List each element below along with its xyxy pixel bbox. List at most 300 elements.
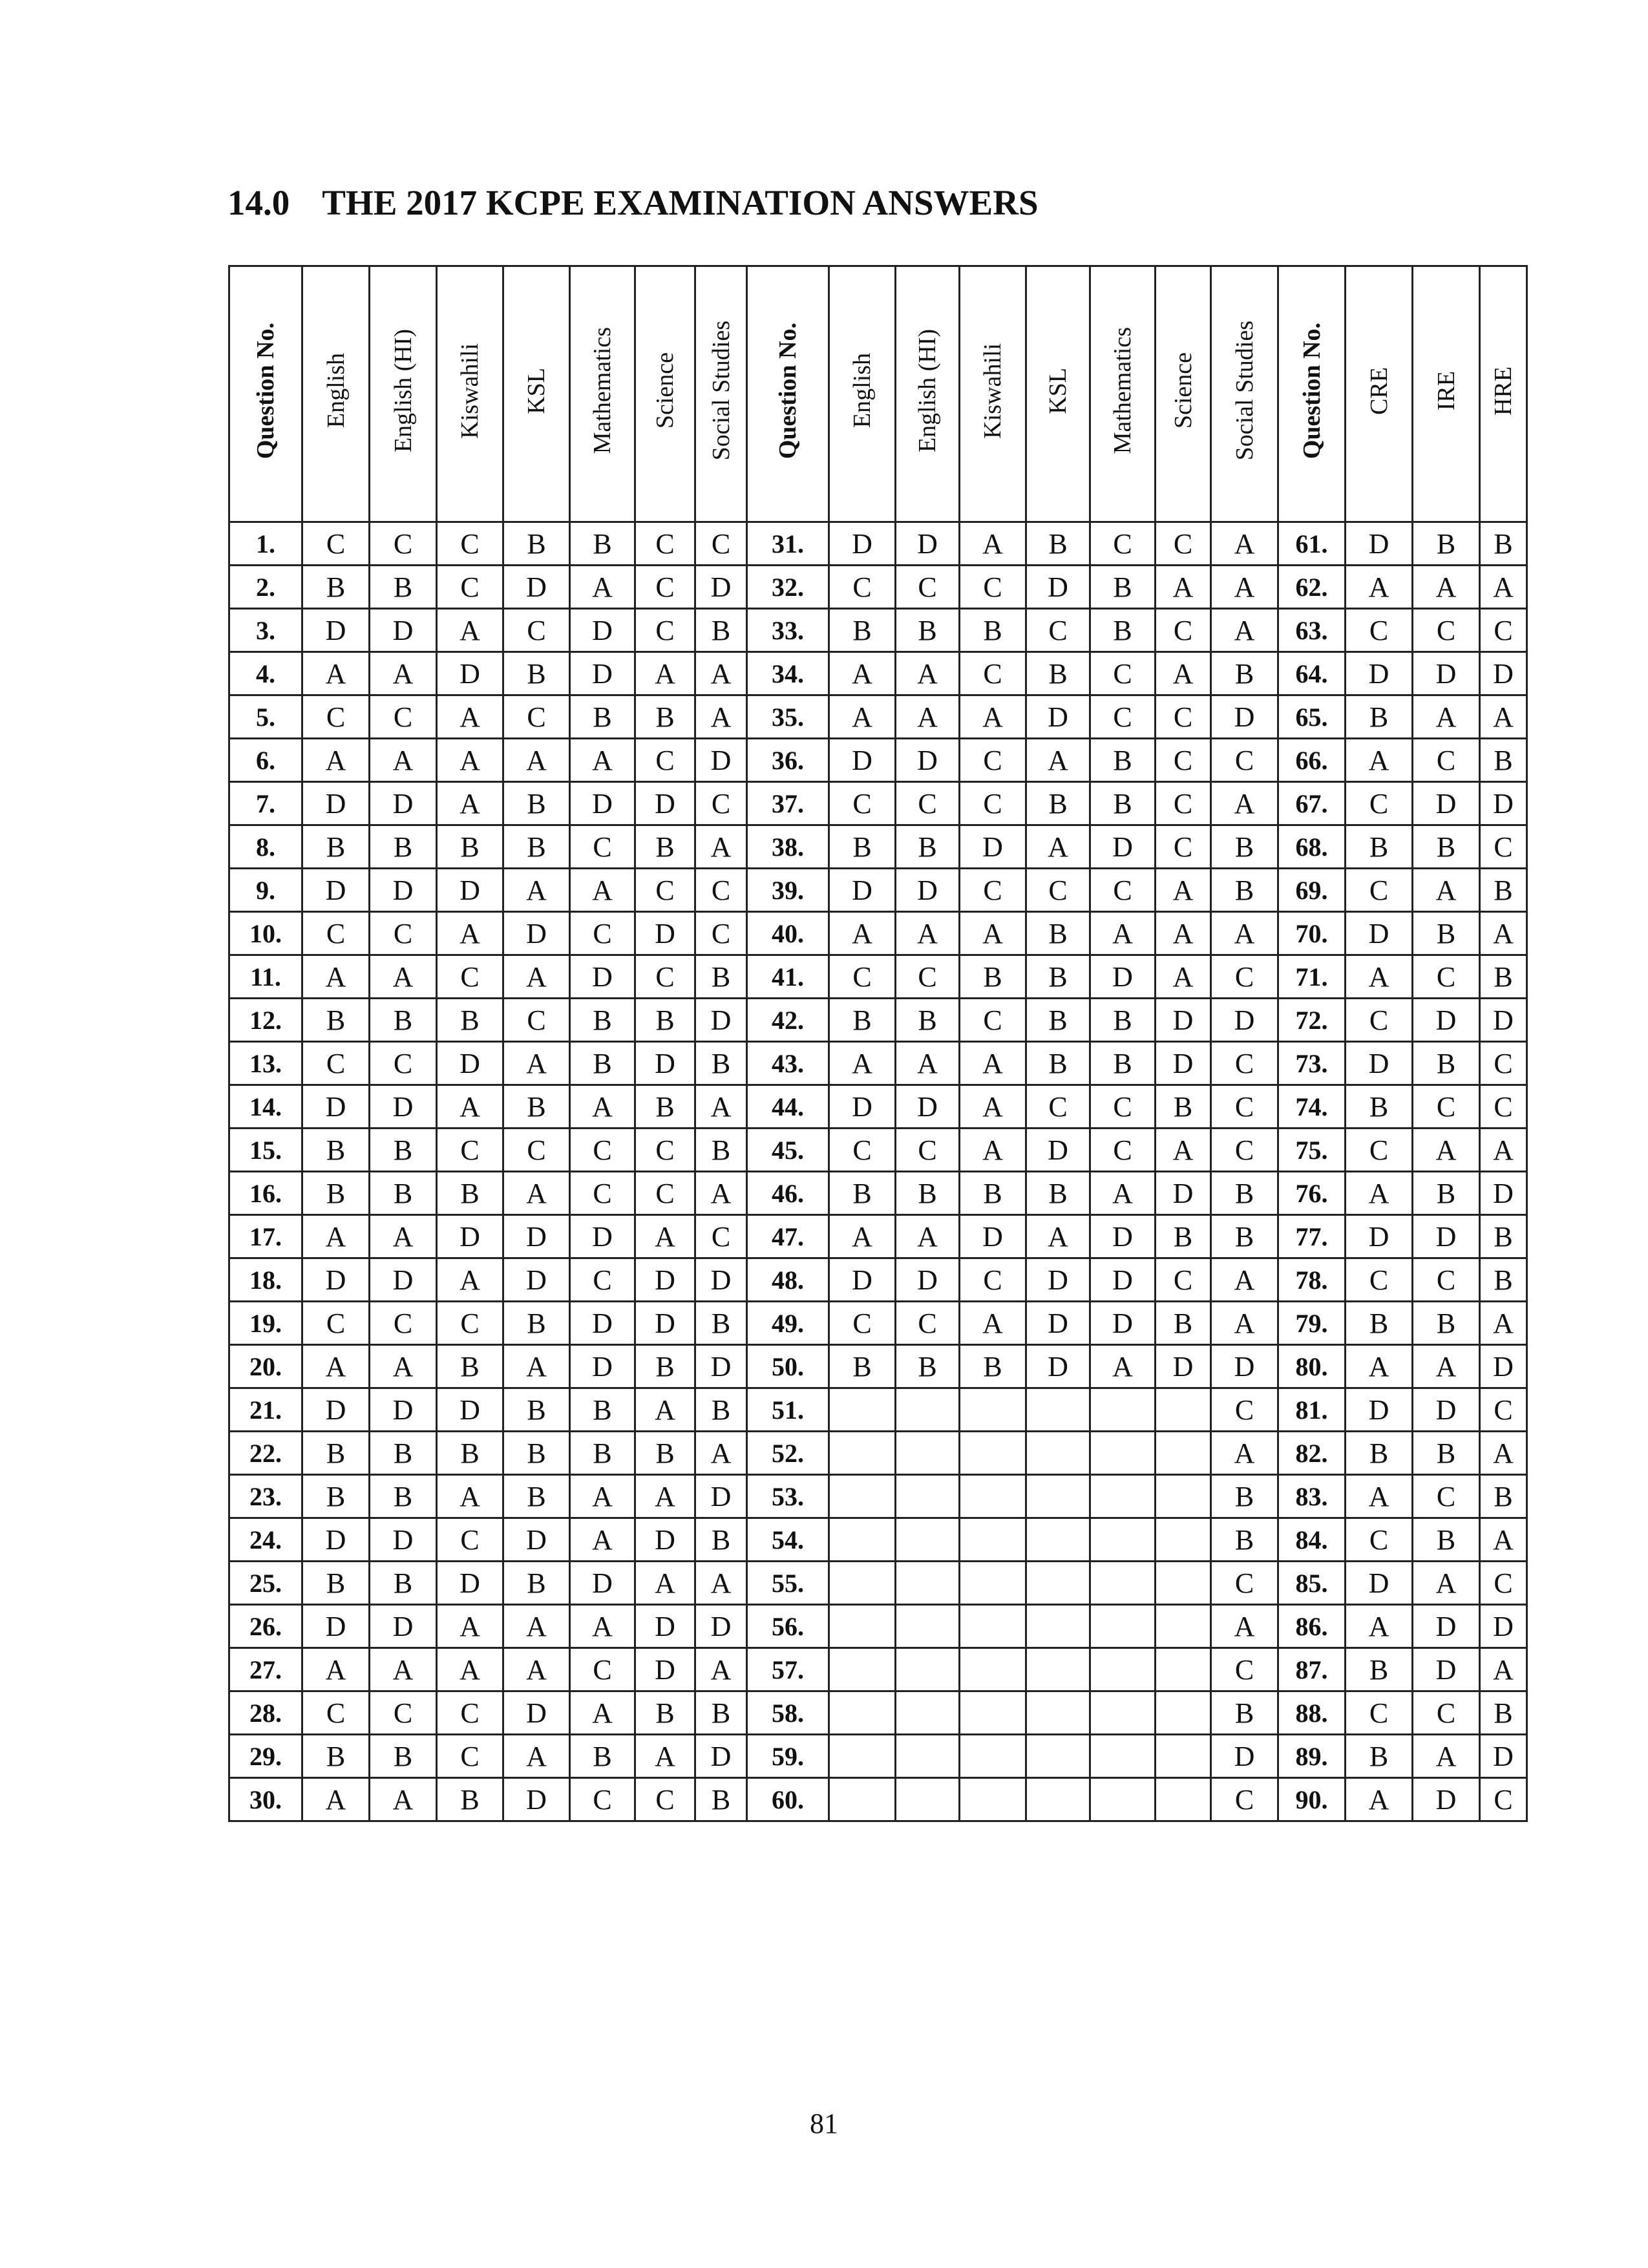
answer-cell: A bbox=[437, 1648, 503, 1691]
answer-cell: B bbox=[1480, 739, 1527, 782]
answer-cell: B bbox=[1090, 739, 1156, 782]
answer-cell bbox=[1090, 1475, 1156, 1518]
answer-cell: B bbox=[829, 999, 896, 1042]
answer-cell: B bbox=[635, 695, 695, 739]
answer-cell: A bbox=[1156, 566, 1211, 609]
answer-cell: D bbox=[695, 999, 747, 1042]
answer-cell bbox=[829, 1388, 896, 1432]
table-row bbox=[229, 566, 1527, 609]
answer-cell: A bbox=[370, 739, 437, 782]
answer-cell: B bbox=[695, 1518, 747, 1562]
answer-cell: A bbox=[1346, 955, 1413, 999]
answer-cell: C bbox=[1480, 825, 1527, 869]
question-number: 70. bbox=[1278, 912, 1346, 955]
answer-cell: C bbox=[302, 1042, 370, 1085]
table-row bbox=[229, 1042, 1527, 1085]
answer-cell bbox=[1090, 1778, 1156, 1821]
answer-cell: B bbox=[370, 566, 437, 609]
answer-cell: A bbox=[635, 1388, 695, 1432]
question-number: 83. bbox=[1278, 1475, 1346, 1518]
answer-cell: C bbox=[695, 522, 747, 566]
question-number: 14. bbox=[229, 1085, 302, 1129]
answer-cell: B bbox=[302, 1432, 370, 1475]
answer-cell: B bbox=[1346, 1735, 1413, 1778]
answer-cell: D bbox=[1211, 999, 1278, 1042]
answer-cell: D bbox=[695, 1475, 747, 1518]
answer-cell bbox=[1026, 1432, 1090, 1475]
question-number: 59. bbox=[747, 1735, 829, 1778]
answer-cell: C bbox=[437, 1518, 503, 1562]
answer-cell: B bbox=[1413, 1042, 1480, 1085]
answer-cell: D bbox=[570, 652, 635, 695]
answer-cell: D bbox=[570, 1215, 635, 1258]
answer-cell: D bbox=[896, 522, 960, 566]
answer-cell: B bbox=[503, 1302, 570, 1345]
table-row bbox=[229, 695, 1527, 739]
answer-cell: D bbox=[1413, 1388, 1480, 1432]
question-number: 77. bbox=[1278, 1215, 1346, 1258]
answer-cell: A bbox=[1413, 695, 1480, 739]
header-label: English (HI) bbox=[914, 328, 941, 453]
answer-cell: D bbox=[635, 912, 695, 955]
answer-cell: B bbox=[695, 1042, 747, 1085]
answer-cell: A bbox=[503, 1172, 570, 1215]
answer-cell: A bbox=[960, 522, 1026, 566]
answer-cell bbox=[1156, 1518, 1211, 1562]
answer-cell bbox=[1090, 1432, 1156, 1475]
question-number: 75. bbox=[1278, 1129, 1346, 1172]
answer-cell bbox=[960, 1432, 1026, 1475]
table-row bbox=[229, 955, 1527, 999]
answer-cell: C bbox=[1413, 1258, 1480, 1302]
subject-header bbox=[896, 266, 960, 522]
answer-cell: A bbox=[1090, 912, 1156, 955]
answer-cell: B bbox=[503, 1388, 570, 1432]
subject-header bbox=[302, 266, 370, 522]
answer-cell: C bbox=[437, 566, 503, 609]
question-number: 85. bbox=[1278, 1562, 1346, 1605]
header-label: HRE bbox=[1490, 366, 1517, 416]
answer-cell: D bbox=[829, 1258, 896, 1302]
answer-cell: A bbox=[503, 739, 570, 782]
question-number: 29. bbox=[229, 1735, 302, 1778]
answer-cell: B bbox=[570, 522, 635, 566]
answer-cell: C bbox=[635, 1778, 695, 1821]
answer-cell: D bbox=[1026, 695, 1090, 739]
answer-cell: C bbox=[1156, 739, 1211, 782]
question-number: 27. bbox=[229, 1648, 302, 1691]
table-row bbox=[229, 1648, 1527, 1691]
question-number: 47. bbox=[747, 1215, 829, 1258]
question-number: 32. bbox=[747, 566, 829, 609]
answer-cell: A bbox=[1480, 912, 1527, 955]
question-number: 16. bbox=[229, 1172, 302, 1215]
header-label: CRE bbox=[1365, 366, 1393, 415]
answer-cell: D bbox=[829, 739, 896, 782]
answer-cell: C bbox=[1211, 1648, 1278, 1691]
answer-cell: C bbox=[829, 955, 896, 999]
answer-cell: B bbox=[302, 1735, 370, 1778]
answer-cell: D bbox=[695, 1258, 747, 1302]
question-number: 82. bbox=[1278, 1432, 1346, 1475]
answer-cell: B bbox=[635, 1691, 695, 1735]
table-row bbox=[229, 1778, 1527, 1821]
answer-cell bbox=[896, 1691, 960, 1735]
table-row bbox=[229, 1691, 1527, 1735]
answer-cell: A bbox=[437, 912, 503, 955]
answer-cell: A bbox=[1211, 566, 1278, 609]
answer-cell: C bbox=[1090, 869, 1156, 912]
question-number: 69. bbox=[1278, 869, 1346, 912]
answer-cell: A bbox=[1156, 912, 1211, 955]
header-label: Science bbox=[1169, 352, 1197, 429]
page-title bbox=[227, 182, 1039, 223]
question-number: 64. bbox=[1278, 652, 1346, 695]
answer-cell: D bbox=[570, 1345, 635, 1388]
answer-cell: A bbox=[695, 1085, 747, 1129]
answer-cell: B bbox=[695, 1778, 747, 1821]
subject-header bbox=[1156, 266, 1211, 522]
question-number: 37. bbox=[747, 782, 829, 825]
answer-cell: A bbox=[1211, 1605, 1278, 1648]
table-row bbox=[229, 1562, 1527, 1605]
answer-cell: B bbox=[1413, 912, 1480, 955]
answer-cell: B bbox=[503, 652, 570, 695]
answer-cell: B bbox=[570, 1735, 635, 1778]
answer-cell: C bbox=[635, 609, 695, 652]
answer-cell: D bbox=[503, 566, 570, 609]
answer-cell: D bbox=[896, 739, 960, 782]
answer-cell: B bbox=[1090, 609, 1156, 652]
answer-cell: B bbox=[1156, 1302, 1211, 1345]
answer-cell: B bbox=[896, 999, 960, 1042]
answer-cell: A bbox=[1026, 825, 1090, 869]
answer-cell: C bbox=[1346, 999, 1413, 1042]
answer-cell: B bbox=[896, 825, 960, 869]
answer-cell: C bbox=[570, 1258, 635, 1302]
answer-cell: D bbox=[1090, 1215, 1156, 1258]
answer-cell: D bbox=[695, 1735, 747, 1778]
answer-cell: B bbox=[302, 825, 370, 869]
answer-cell: C bbox=[1413, 609, 1480, 652]
answer-cell bbox=[960, 1648, 1026, 1691]
answer-cell: D bbox=[1480, 1172, 1527, 1215]
answer-cell: D bbox=[1090, 1302, 1156, 1345]
answer-cell bbox=[829, 1691, 896, 1735]
answer-cell: A bbox=[1480, 1432, 1527, 1475]
table-row bbox=[229, 1345, 1527, 1388]
question-number: 28. bbox=[229, 1691, 302, 1735]
answer-cell: D bbox=[503, 1258, 570, 1302]
answer-cell: C bbox=[1413, 1475, 1480, 1518]
question-number: 49. bbox=[747, 1302, 829, 1345]
answer-cell: A bbox=[1026, 1215, 1090, 1258]
answer-cell bbox=[829, 1735, 896, 1778]
answer-cell: B bbox=[1211, 1172, 1278, 1215]
answer-cell: C bbox=[1413, 955, 1480, 999]
answer-cell: A bbox=[635, 1562, 695, 1605]
answer-cell: D bbox=[1090, 955, 1156, 999]
table-row bbox=[229, 522, 1527, 566]
answer-cell: B bbox=[1346, 1302, 1413, 1345]
answer-cell: A bbox=[695, 1172, 747, 1215]
answer-cell: A bbox=[570, 1605, 635, 1648]
answer-cell: C bbox=[1026, 609, 1090, 652]
answer-cell: A bbox=[635, 1475, 695, 1518]
question-number: 80. bbox=[1278, 1345, 1346, 1388]
answer-cell: A bbox=[1413, 566, 1480, 609]
answer-cell: A bbox=[695, 1432, 747, 1475]
answer-cell: D bbox=[829, 1085, 896, 1129]
answer-cell: C bbox=[960, 1258, 1026, 1302]
answer-cell: A bbox=[570, 1475, 635, 1518]
answer-cell: D bbox=[1211, 695, 1278, 739]
question-number: 63. bbox=[1278, 609, 1346, 652]
answer-cell: C bbox=[1211, 739, 1278, 782]
question-number: 78. bbox=[1278, 1258, 1346, 1302]
table-row bbox=[229, 1605, 1527, 1648]
subject-header bbox=[1413, 266, 1480, 522]
answer-cell: A bbox=[570, 739, 635, 782]
question-number: 79. bbox=[1278, 1302, 1346, 1345]
question-number: 25. bbox=[229, 1562, 302, 1605]
answer-cell: D bbox=[503, 1215, 570, 1258]
answer-cell: C bbox=[635, 566, 695, 609]
header-row bbox=[229, 266, 1527, 522]
answer-cell: B bbox=[1480, 869, 1527, 912]
header-label: Question No. bbox=[1298, 322, 1326, 460]
answer-cell: A bbox=[302, 1345, 370, 1388]
answer-cell: A bbox=[960, 695, 1026, 739]
answer-cell: B bbox=[695, 609, 747, 652]
answer-cell bbox=[896, 1735, 960, 1778]
question-number: 55. bbox=[747, 1562, 829, 1605]
answer-cell: B bbox=[1026, 999, 1090, 1042]
answer-cell: B bbox=[1090, 782, 1156, 825]
answer-cell: A bbox=[370, 955, 437, 999]
question-number: 50. bbox=[747, 1345, 829, 1388]
question-number: 3. bbox=[229, 609, 302, 652]
answer-cell: A bbox=[1413, 1345, 1480, 1388]
subject-header bbox=[635, 266, 695, 522]
subject-header bbox=[370, 266, 437, 522]
answer-cell: D bbox=[896, 1258, 960, 1302]
answer-cell: B bbox=[960, 1172, 1026, 1215]
answer-cell: A bbox=[437, 1085, 503, 1129]
answer-cell: A bbox=[370, 652, 437, 695]
answer-cell bbox=[829, 1778, 896, 1821]
answer-cell: C bbox=[1480, 1562, 1527, 1605]
answer-cell: A bbox=[1211, 1432, 1278, 1475]
question-number: 68. bbox=[1278, 825, 1346, 869]
answer-cell: B bbox=[503, 825, 570, 869]
answer-cell: B bbox=[370, 1735, 437, 1778]
header-label: English bbox=[322, 353, 350, 429]
answer-cell: C bbox=[960, 652, 1026, 695]
header-label: Science bbox=[651, 352, 679, 429]
question-number: 12. bbox=[229, 999, 302, 1042]
answer-cell bbox=[1090, 1518, 1156, 1562]
answer-cell: D bbox=[370, 782, 437, 825]
subject-header bbox=[1346, 266, 1413, 522]
answer-cell: A bbox=[960, 912, 1026, 955]
answer-cell: B bbox=[1413, 825, 1480, 869]
answer-cell: D bbox=[1346, 1562, 1413, 1605]
answer-cell: D bbox=[370, 1518, 437, 1562]
answer-cell: C bbox=[960, 566, 1026, 609]
question-number: 57. bbox=[747, 1648, 829, 1691]
answer-cell: D bbox=[896, 869, 960, 912]
answer-cell: B bbox=[1026, 1172, 1090, 1215]
answer-cell: A bbox=[695, 652, 747, 695]
question-number: 72. bbox=[1278, 999, 1346, 1042]
answer-cell: C bbox=[1156, 782, 1211, 825]
answer-cell: C bbox=[829, 1302, 896, 1345]
answer-cell: D bbox=[570, 955, 635, 999]
answer-cell: C bbox=[437, 1129, 503, 1172]
table-row bbox=[229, 825, 1527, 869]
answer-cell: D bbox=[635, 1648, 695, 1691]
answer-cell: C bbox=[302, 522, 370, 566]
answer-cell: B bbox=[570, 1432, 635, 1475]
answer-cell: C bbox=[960, 869, 1026, 912]
question-number: 21. bbox=[229, 1388, 302, 1432]
answer-cell: D bbox=[302, 1518, 370, 1562]
answer-cell: B bbox=[1413, 522, 1480, 566]
answer-cell: B bbox=[570, 695, 635, 739]
question-number: 8. bbox=[229, 825, 302, 869]
answer-cell: B bbox=[437, 1778, 503, 1821]
question-number: 73. bbox=[1278, 1042, 1346, 1085]
answer-cell: D bbox=[1480, 1345, 1527, 1388]
answer-cell: A bbox=[695, 825, 747, 869]
table-row bbox=[229, 1518, 1527, 1562]
answer-cell bbox=[960, 1691, 1026, 1735]
answer-cell: A bbox=[635, 1735, 695, 1778]
answer-cell: B bbox=[1026, 522, 1090, 566]
answer-cell: D bbox=[1346, 522, 1413, 566]
answer-cell: A bbox=[302, 1778, 370, 1821]
answer-cell: B bbox=[1346, 1648, 1413, 1691]
answer-cell: A bbox=[437, 1258, 503, 1302]
answer-cell: C bbox=[1090, 695, 1156, 739]
answer-cell bbox=[829, 1648, 896, 1691]
answer-cell: A bbox=[1026, 739, 1090, 782]
header-label: Social Studies bbox=[1231, 321, 1258, 461]
answer-cell: C bbox=[437, 1735, 503, 1778]
question-number: 76. bbox=[1278, 1172, 1346, 1215]
answer-cell: D bbox=[370, 1388, 437, 1432]
answer-cell: D bbox=[829, 869, 896, 912]
answer-cell: A bbox=[829, 695, 896, 739]
question-number: 10. bbox=[229, 912, 302, 955]
table-row bbox=[229, 999, 1527, 1042]
answer-cell: C bbox=[635, 869, 695, 912]
answer-cell: A bbox=[302, 1648, 370, 1691]
answer-cell: C bbox=[302, 695, 370, 739]
answer-cell bbox=[896, 1475, 960, 1518]
answer-cell: D bbox=[635, 1605, 695, 1648]
answer-cell: A bbox=[829, 1042, 896, 1085]
question-number: 19. bbox=[229, 1302, 302, 1345]
answer-cell: D bbox=[635, 1258, 695, 1302]
question-number: 18. bbox=[229, 1258, 302, 1302]
answer-cell: A bbox=[960, 1302, 1026, 1345]
answer-cell: D bbox=[1480, 652, 1527, 695]
answer-cell: D bbox=[960, 825, 1026, 869]
answer-cell bbox=[1156, 1691, 1211, 1735]
question-number: 31. bbox=[747, 522, 829, 566]
answer-cell: D bbox=[1413, 1778, 1480, 1821]
answer-cell: A bbox=[1211, 522, 1278, 566]
answer-cell: B bbox=[437, 1432, 503, 1475]
answer-cell: A bbox=[896, 1215, 960, 1258]
answer-cell bbox=[1026, 1735, 1090, 1778]
answer-cell: B bbox=[695, 1302, 747, 1345]
question-number: 2. bbox=[229, 566, 302, 609]
answer-cell: C bbox=[1346, 782, 1413, 825]
answer-cell: B bbox=[570, 999, 635, 1042]
answer-cell: A bbox=[1156, 869, 1211, 912]
answer-cell: C bbox=[1211, 1129, 1278, 1172]
answer-cell: C bbox=[1413, 739, 1480, 782]
answer-cell: C bbox=[570, 1778, 635, 1821]
answer-cell: B bbox=[570, 1388, 635, 1432]
answer-cell: B bbox=[302, 1129, 370, 1172]
header-label: Mathematics bbox=[589, 327, 616, 454]
answer-cell: A bbox=[503, 955, 570, 999]
table-row bbox=[229, 609, 1527, 652]
question-number: 39. bbox=[747, 869, 829, 912]
question-number: 44. bbox=[747, 1085, 829, 1129]
answer-cell: B bbox=[635, 999, 695, 1042]
subject-header bbox=[437, 266, 503, 522]
answer-cell: B bbox=[302, 1172, 370, 1215]
question-number: 86. bbox=[1278, 1605, 1346, 1648]
section-number: 14.0 bbox=[227, 183, 290, 222]
answer-cell: A bbox=[1156, 1129, 1211, 1172]
answer-cell: C bbox=[896, 782, 960, 825]
answer-cell: A bbox=[829, 652, 896, 695]
answer-cell: A bbox=[370, 1345, 437, 1388]
answer-cell: D bbox=[1413, 1648, 1480, 1691]
question-number: 13. bbox=[229, 1042, 302, 1085]
question-number: 36. bbox=[747, 739, 829, 782]
answer-cell bbox=[960, 1778, 1026, 1821]
answer-cell: C bbox=[635, 1172, 695, 1215]
answer-cell: B bbox=[829, 609, 896, 652]
answer-cell: C bbox=[1480, 1388, 1527, 1432]
answer-cell bbox=[960, 1475, 1026, 1518]
question-number: 58. bbox=[747, 1691, 829, 1735]
answer-cell: C bbox=[695, 782, 747, 825]
answer-cell: D bbox=[437, 652, 503, 695]
answer-cell: A bbox=[503, 1648, 570, 1691]
answer-cell: A bbox=[896, 652, 960, 695]
answer-cell bbox=[960, 1388, 1026, 1432]
answer-cell: C bbox=[1346, 1691, 1413, 1735]
question-number: 48. bbox=[747, 1258, 829, 1302]
answer-cell: D bbox=[1211, 1345, 1278, 1388]
answer-cell bbox=[829, 1562, 896, 1605]
answer-cell: B bbox=[960, 955, 1026, 999]
answer-cell: D bbox=[570, 1302, 635, 1345]
answer-cell: C bbox=[896, 566, 960, 609]
answer-cell: C bbox=[1156, 609, 1211, 652]
answer-cell: A bbox=[896, 695, 960, 739]
question-number: 87. bbox=[1278, 1648, 1346, 1691]
answer-cell: C bbox=[635, 522, 695, 566]
